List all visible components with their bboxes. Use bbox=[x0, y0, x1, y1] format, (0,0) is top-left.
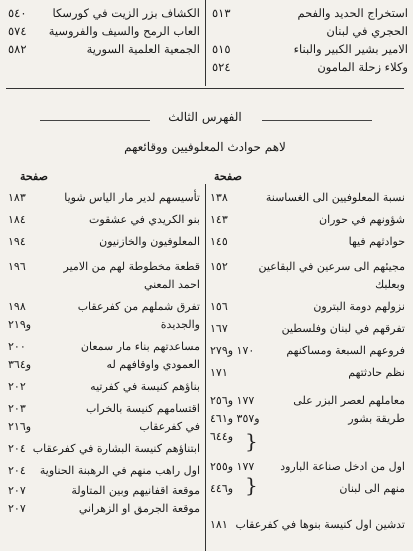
index-entry bbox=[8, 357, 200, 373]
index-entry bbox=[210, 321, 405, 337]
entry-page: و٢١٩ bbox=[8, 318, 32, 331]
index-entry bbox=[210, 343, 405, 359]
entry-title: نظم حادثتهم bbox=[348, 366, 405, 379]
entry-page: ١٧٧ و٢٥٦ bbox=[210, 394, 255, 407]
index-entry bbox=[210, 393, 405, 409]
entry-title: احمد المعني bbox=[143, 278, 200, 291]
entry-page: ٢٠٣ bbox=[8, 402, 26, 415]
index-column-divider bbox=[205, 184, 206, 551]
top-left-entry-1 bbox=[8, 4, 200, 22]
entry-page: ١٦٧ bbox=[210, 322, 228, 335]
entry-title: تفرقهم في لبنان وفلسطين bbox=[281, 322, 405, 335]
index-entry bbox=[210, 365, 405, 381]
entry-title: قطعة مخطوطة لهم من الامير bbox=[63, 260, 200, 273]
entry-page: ٥٤٠ bbox=[8, 6, 27, 20]
entry-title: اقتسامهم كنيسة بالخراب bbox=[85, 402, 200, 415]
top-left-entry-2 bbox=[8, 22, 200, 40]
brace-mark: } bbox=[245, 429, 258, 453]
index-subtitle: لاهم حوادث المعلوفيين ووقائعهم bbox=[124, 140, 286, 154]
entry-page: ٢٠٠ bbox=[8, 340, 26, 353]
entry-page: ١٨٣ bbox=[8, 191, 26, 204]
entry-page: و٦٤٤ bbox=[210, 430, 234, 443]
entry-page: ٥٨٢ bbox=[8, 42, 27, 56]
ornament-line-right bbox=[262, 120, 372, 121]
entry-title: في كفرعقاب bbox=[139, 420, 200, 433]
index-entry bbox=[8, 234, 200, 250]
entry-page: ١٣٨ bbox=[210, 191, 228, 204]
entry-page: و٤٤٦ bbox=[210, 482, 234, 495]
entry-page: ١٧١ bbox=[210, 366, 228, 379]
entry-page: ٢٠٢ bbox=[8, 380, 26, 393]
entry-title: فروعهم السبعة ومساكنهم bbox=[286, 344, 405, 357]
index-entry bbox=[210, 517, 405, 533]
entry-page: ٥٢٤ bbox=[212, 60, 231, 74]
index-entry bbox=[8, 190, 200, 206]
index-entry bbox=[8, 299, 200, 315]
entry-page: ٥١٥ bbox=[212, 42, 231, 56]
entry-page: ١٩٦ bbox=[8, 260, 26, 273]
section-divider bbox=[6, 88, 404, 89]
entry-title: تدشين اول كنيسة بنوها في كفرعقاب bbox=[235, 518, 405, 531]
entry-page: ١٤٣ bbox=[210, 213, 228, 226]
entry-title: الجمعية العلمية السورية bbox=[86, 42, 200, 56]
entry-page: ١٨٤ bbox=[8, 213, 26, 226]
entry-page: ٥٧٤ bbox=[8, 24, 27, 38]
entry-page: ٢٠٧ bbox=[8, 502, 26, 515]
entry-page: ١٧٠ و٢٧٩ bbox=[210, 344, 255, 357]
index-entry bbox=[8, 379, 200, 395]
entry-page: ١٥٦ bbox=[210, 300, 228, 313]
index-entry bbox=[8, 339, 200, 355]
index-entry bbox=[210, 212, 405, 228]
entry-title: طريقة بشور bbox=[348, 412, 405, 425]
index-entry bbox=[210, 259, 405, 275]
index-entry bbox=[210, 429, 405, 445]
entry-title: وبعلبك bbox=[375, 278, 405, 291]
entry-page: ١٥٢ bbox=[210, 260, 228, 273]
top-left-entry-3 bbox=[8, 40, 200, 58]
entry-page: ٢٠٤ bbox=[8, 464, 26, 477]
entry-title: مجيئهم الى سرعين في البقاعين bbox=[258, 260, 405, 273]
entry-title: اول من ادخل صناعة البارود bbox=[280, 460, 405, 473]
entry-title: مساعدتهم بناء مار سمعان bbox=[80, 340, 200, 353]
entry-page: ٢٠٤ bbox=[8, 442, 26, 455]
entry-title: الكشاف بزر الزيت في كورسكا bbox=[52, 6, 200, 20]
top-right-entry-1 bbox=[212, 4, 408, 22]
entry-title: منهم الى لبنان bbox=[339, 482, 405, 495]
index-entry bbox=[8, 401, 200, 417]
index-entry bbox=[8, 212, 200, 228]
index-entry bbox=[8, 483, 200, 499]
entry-title: شؤونهم في حوران bbox=[318, 213, 405, 226]
entry-title: المعلوفيون والخازنيون bbox=[99, 235, 200, 248]
entry-title: تأسيسهم لدير مار الياس شويا bbox=[64, 191, 200, 204]
index-entry bbox=[8, 277, 200, 293]
index-entry bbox=[8, 317, 200, 333]
entry-title: نسبة المعلوفيين الى الغساسنة bbox=[265, 191, 405, 204]
entry-title: العمودي واوقافهم له bbox=[106, 358, 200, 371]
entry-page: ٥١٣ bbox=[212, 6, 231, 20]
entry-page: ١٤٥ bbox=[210, 235, 228, 248]
entry-title: والجديدة bbox=[160, 318, 200, 331]
entry-title: العاب الرمح والسيف والفروسية bbox=[48, 24, 200, 38]
entry-title: الامير بشير الكبير والبناء bbox=[293, 42, 408, 56]
top-right-entry-4 bbox=[212, 58, 408, 76]
index-entry bbox=[8, 419, 200, 435]
entry-page: و٣٥٧ و٤٦١ bbox=[210, 412, 260, 425]
entry-title: موقعة اقفانيهم وبين المتاولة bbox=[71, 484, 200, 497]
entry-title: وكلاء زحلة المامون bbox=[317, 60, 408, 74]
brace-mark: } bbox=[245, 473, 258, 497]
entry-title: نزولهم دومة البترون bbox=[313, 300, 405, 313]
entry-page: و٢١٦ bbox=[8, 420, 32, 433]
top-right-entry-3 bbox=[212, 40, 408, 58]
entry-title: بناؤهم كنيسة في كفرتيه bbox=[90, 380, 200, 393]
top-column-divider bbox=[205, 0, 206, 86]
entry-title: معاملهم لعصر البزر على bbox=[293, 394, 405, 407]
entry-title: استخراج الحديد والفحم bbox=[297, 6, 408, 20]
entry-title: بنو الكريدي في عشقوت bbox=[89, 213, 200, 226]
entry-title: الحجري في لبنان bbox=[326, 24, 408, 38]
entry-page: ١٩٨ bbox=[8, 300, 26, 313]
entry-title: اول راهب منهم في الرهبنة الحناوية bbox=[39, 464, 200, 477]
index-entry bbox=[210, 234, 405, 250]
index-entry bbox=[8, 259, 200, 275]
entry-page: ١٧٧ و٢٥٥ bbox=[210, 460, 255, 473]
index-entry bbox=[210, 481, 405, 497]
entry-page: ١٩٤ bbox=[8, 235, 26, 248]
index-entry bbox=[210, 299, 405, 315]
entry-page: و٣٦٤ bbox=[8, 358, 32, 371]
entry-page: ١٨١ bbox=[210, 518, 228, 531]
index-entry bbox=[210, 277, 405, 293]
index-entry bbox=[8, 501, 200, 517]
index-entry bbox=[210, 190, 405, 206]
entry-title: تفرق شملهم من كفرعقاب bbox=[77, 300, 200, 313]
entry-page: ٢٠٧ bbox=[8, 484, 26, 497]
left-column-heading: صفحة bbox=[20, 170, 48, 183]
index-entry bbox=[8, 463, 200, 479]
index-title: الفهرس الثالث bbox=[168, 110, 242, 124]
index-entry bbox=[8, 441, 200, 457]
entry-title: حوادثهم فيها bbox=[348, 235, 405, 248]
entry-title: موقعة الجرمق او الزهراني bbox=[78, 502, 200, 515]
right-column-heading: صفحة bbox=[214, 170, 242, 183]
index-entry bbox=[210, 411, 405, 427]
entry-title: ابتناؤهم كنيسة البشارة في كفرعقاب bbox=[32, 442, 200, 455]
index-entry bbox=[210, 459, 405, 475]
top-right-entry-2 bbox=[212, 22, 408, 40]
